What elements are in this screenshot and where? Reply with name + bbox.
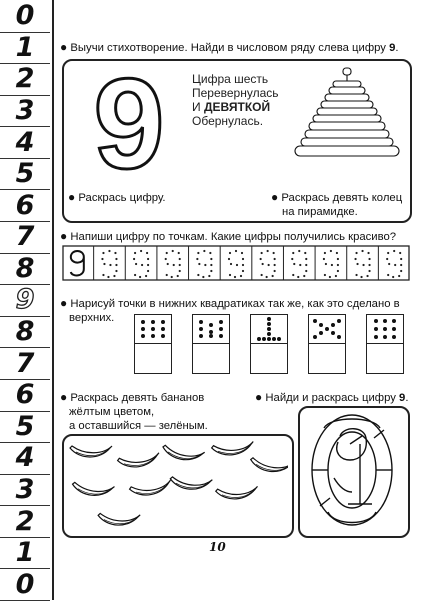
domino-dot <box>392 335 396 339</box>
bullet: ● <box>255 390 263 404</box>
domino-dot <box>272 337 276 341</box>
task-text: жёлтым цветом, <box>69 406 155 418</box>
domino <box>366 314 404 374</box>
domino-dot <box>277 337 281 341</box>
task-text: а оставшийся — зелёным. <box>69 420 208 432</box>
strip-number: 3 <box>0 474 50 507</box>
domino-top <box>193 315 229 344</box>
strip-number: 6 <box>0 189 50 222</box>
strip-number: 5 <box>0 158 50 191</box>
strip-number: 4 <box>0 442 50 475</box>
ring-pyramid-picture <box>291 66 403 170</box>
banana <box>98 513 140 525</box>
domino-dot <box>199 320 203 324</box>
task-learn-poem <box>60 40 399 55</box>
bullet: ● <box>60 40 68 54</box>
bullet: ● <box>60 229 68 243</box>
domino-dot <box>267 332 271 336</box>
domino-dot <box>161 320 165 324</box>
tracing-row <box>62 245 410 281</box>
domino-dot <box>219 327 223 331</box>
page-number: 10 <box>209 540 226 554</box>
domino-top <box>135 315 171 344</box>
dotted-nine <box>354 250 370 278</box>
domino-dot <box>319 323 323 327</box>
strip-number: 2 <box>0 63 50 96</box>
poem <box>192 72 279 128</box>
domino-bottom-empty <box>135 344 171 372</box>
domino-dot <box>209 323 213 327</box>
domino-dot <box>331 323 335 327</box>
domino-dot <box>267 317 271 321</box>
task-text: верхних. <box>69 312 115 324</box>
domino-top <box>309 315 345 344</box>
domino-bottom-empty <box>193 344 229 372</box>
domino-dot <box>313 319 317 323</box>
task-find-digit <box>255 390 408 405</box>
strip-number: 6 <box>0 379 50 412</box>
domino-dot <box>383 319 387 323</box>
task-text: Напиши цифру по точкам. Какие цифры получились красиво? <box>70 231 397 243</box>
strip-number: 7 <box>0 221 50 254</box>
domino <box>250 314 288 374</box>
domino-dot <box>267 337 271 341</box>
strip-number: 9 <box>0 284 50 317</box>
task-digit: 9 <box>399 392 406 404</box>
domino-dot <box>383 335 387 339</box>
strip-number: 0 <box>0 568 50 601</box>
domino <box>308 314 346 374</box>
domino-dot <box>199 334 203 338</box>
domino-dot <box>209 334 213 338</box>
domino-dot <box>374 327 378 331</box>
domino-top <box>367 315 403 344</box>
domino-dot <box>151 327 155 331</box>
domino-dot <box>313 335 317 339</box>
poem-line-4: Обернулась. <box>192 114 264 128</box>
domino-dot <box>141 327 145 331</box>
svg-text:9: 9 <box>93 64 165 182</box>
domino-dot <box>219 334 223 338</box>
task-trace-digit <box>60 229 396 244</box>
task-text: Выучи стихотворение. Найди в числовом ряду слева цифру <box>70 42 390 54</box>
banana <box>216 486 259 500</box>
banana <box>129 480 172 498</box>
dotted-nine <box>196 250 212 278</box>
task-text: Нарисуй точки в нижних квадратиках так же, как это сделано в <box>70 298 400 310</box>
banana <box>170 477 213 491</box>
domino-bottom-empty <box>309 344 345 372</box>
dotted-nine <box>71 251 84 275</box>
poem-line-3: И ДЕВЯТКОЙ <box>192 100 271 114</box>
domino-dot <box>141 334 145 338</box>
bullet: ● <box>68 190 76 204</box>
strip-number: 1 <box>0 32 50 65</box>
banana <box>72 482 115 497</box>
domino-dot <box>141 320 145 324</box>
poem-line-2: Перевернулась <box>192 86 279 100</box>
domino-dot <box>337 335 341 339</box>
domino <box>192 314 230 374</box>
domino-dot <box>337 319 341 323</box>
hidden-digit-picture <box>300 408 404 532</box>
domino-top <box>251 315 287 344</box>
poem-line-1: Цифра шесть <box>192 72 269 86</box>
domino-bottom-empty <box>367 344 403 372</box>
dotted-nine <box>260 250 276 278</box>
domino-dot <box>262 337 266 341</box>
bullet: ● <box>60 390 68 404</box>
banana <box>70 446 112 457</box>
task-color-pyramid <box>271 190 402 219</box>
domino-dot <box>151 334 155 338</box>
task-text: Раскрась девять колец <box>281 192 403 204</box>
big-nine-outline <box>70 64 188 182</box>
dotted-nine <box>323 250 339 278</box>
domino-dot <box>331 331 335 335</box>
dotted-nine <box>101 250 117 278</box>
strip-number: 2 <box>0 505 50 538</box>
task-text: Раскрась девять бананов <box>70 392 205 404</box>
domino-dot <box>161 327 165 331</box>
banana <box>161 445 204 463</box>
bullet: ● <box>271 190 279 204</box>
strip-number: 4 <box>0 126 50 159</box>
number-strip <box>0 0 54 600</box>
domino-dot <box>392 327 396 331</box>
strip-number: 1 <box>0 537 50 570</box>
dotted-nine <box>228 250 244 278</box>
dotted-nine <box>386 250 402 278</box>
domino-dot <box>325 327 329 331</box>
bullet: ● <box>60 296 68 310</box>
domino-dot <box>267 327 271 331</box>
domino-dot <box>374 319 378 323</box>
task-end: . <box>395 42 399 54</box>
domino-bottom-empty <box>251 344 287 372</box>
strip-number: 3 <box>0 95 50 128</box>
domino-dot <box>257 337 261 341</box>
banana <box>249 458 288 475</box>
domino-dot <box>209 330 213 334</box>
domino-dot <box>374 335 378 339</box>
task-color-digit <box>68 190 166 205</box>
strip-number: 5 <box>0 411 50 444</box>
dotted-nine <box>165 250 181 278</box>
domino-dot <box>161 334 165 338</box>
task-color-bananas <box>60 390 208 433</box>
domino-dot <box>383 327 387 331</box>
dotted-nine <box>133 250 149 278</box>
task-text: на пирамидке. <box>282 206 358 218</box>
task-digit: 9 <box>389 42 396 54</box>
strip-number: 8 <box>0 253 50 286</box>
banana <box>117 453 160 470</box>
domino-dot <box>319 331 323 335</box>
strip-number: 7 <box>0 347 50 380</box>
banana <box>211 442 254 457</box>
domino-dot <box>392 319 396 323</box>
strip-number: 8 <box>0 316 50 349</box>
task-end: . <box>405 392 409 404</box>
task-text: Найди и раскрась цифру <box>265 392 400 404</box>
domino-dot <box>219 320 223 324</box>
domino <box>134 314 172 374</box>
domino-dot <box>151 320 155 324</box>
bananas-picture <box>64 436 288 532</box>
strip-number: 0 <box>0 0 50 33</box>
task-text: Раскрась цифру. <box>78 192 166 204</box>
dotted-nine <box>291 250 307 278</box>
domino-dot <box>199 327 203 331</box>
domino-dot <box>267 322 271 326</box>
